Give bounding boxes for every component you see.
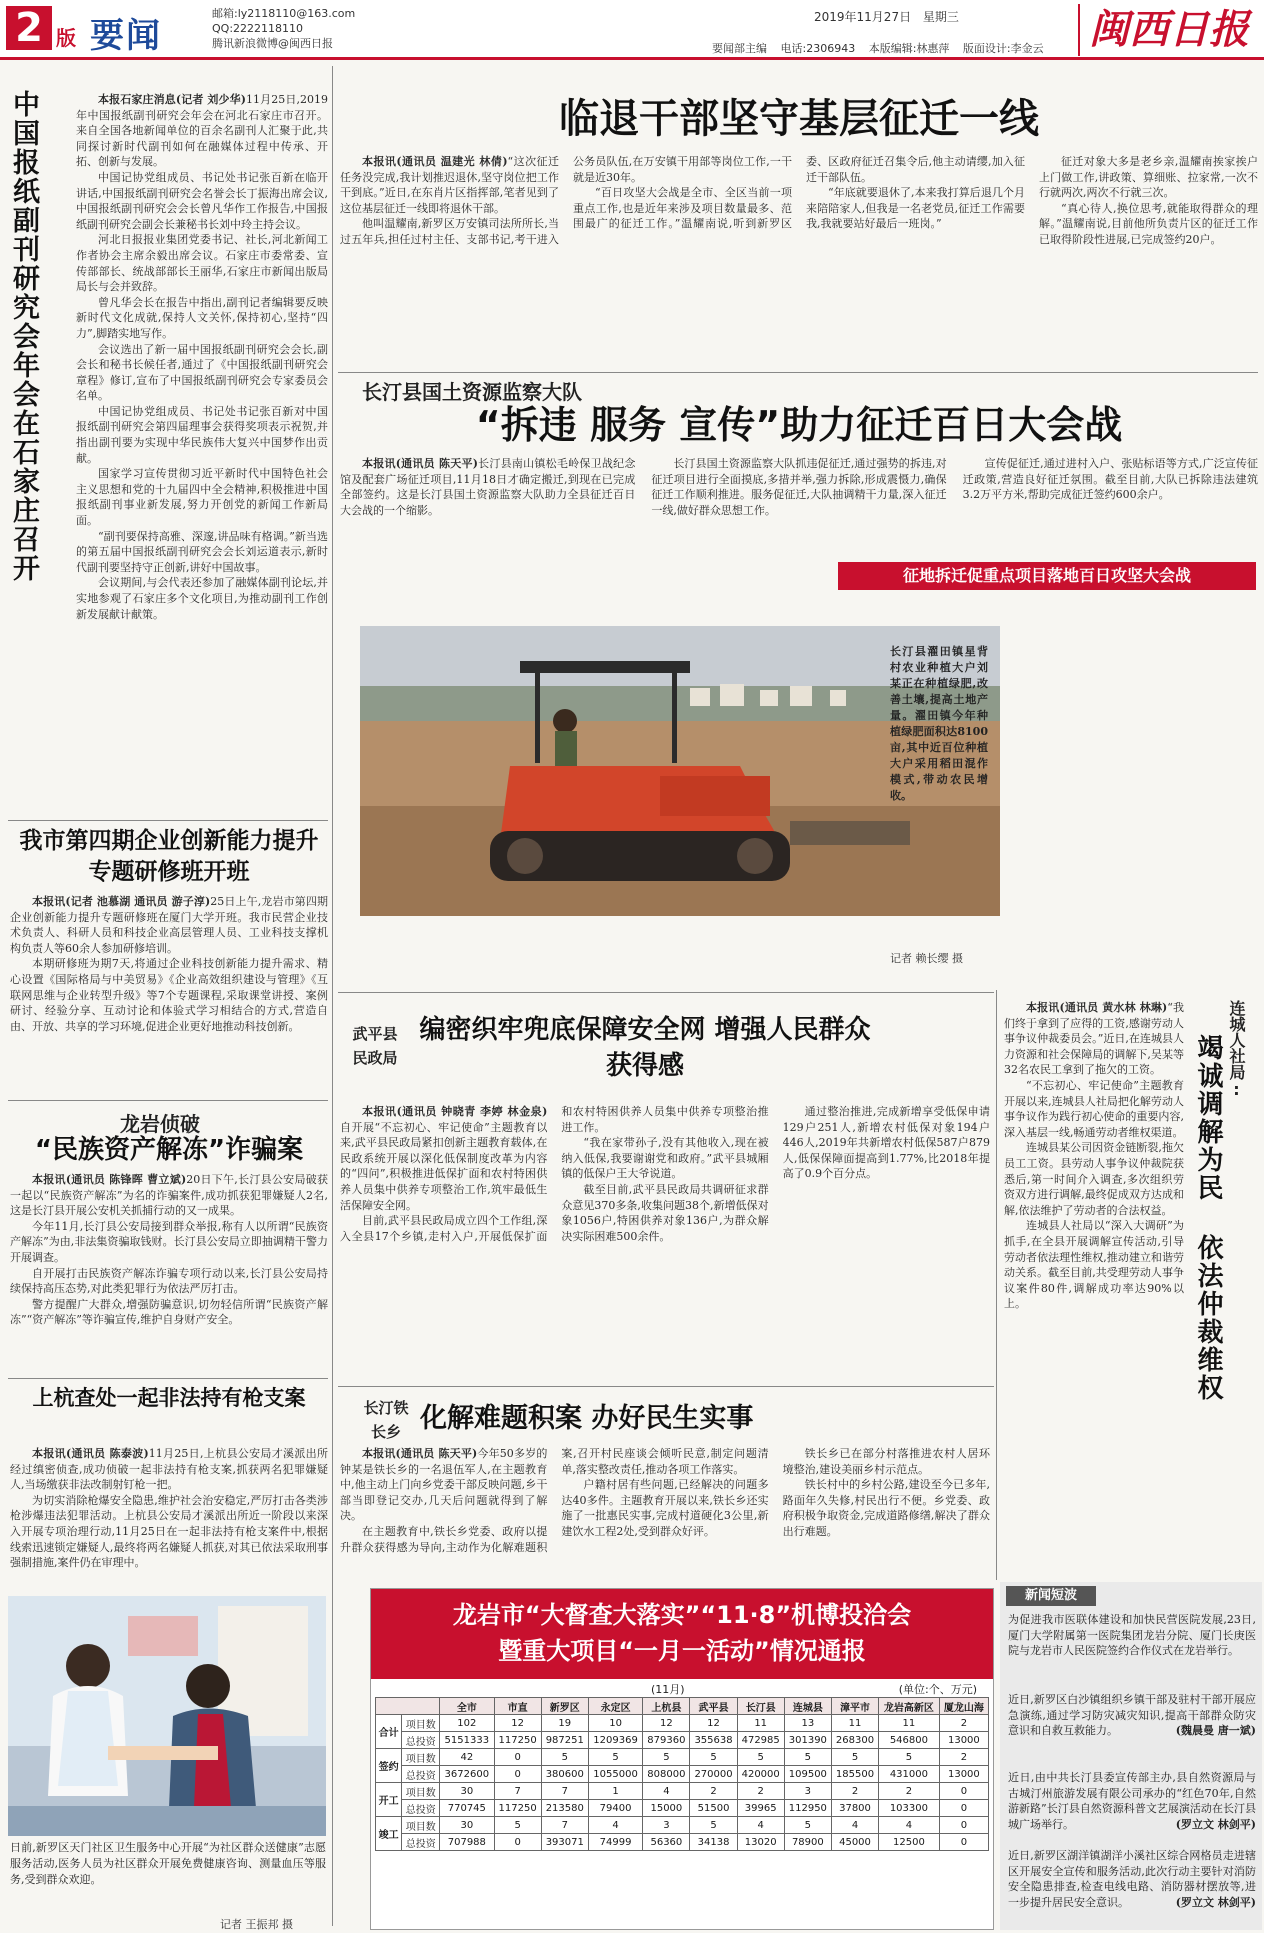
byline: 本报讯(通讯员 陈锋晖 曹立斌) [32, 1173, 187, 1186]
row-label: 项目数 [402, 1715, 440, 1732]
newspaper-logo: 闽西日报 [1078, 4, 1258, 56]
table-header: 龙岩高新区 [879, 1698, 940, 1715]
investment-report [370, 1588, 994, 1930]
table-cell: 808000 [643, 1766, 690, 1783]
table-cell: 30 [440, 1817, 494, 1834]
table-cell: 7 [541, 1783, 588, 1800]
table-cell: 546800 [879, 1732, 940, 1749]
table-header: 上杭县 [643, 1698, 690, 1715]
table-header: 市直 [494, 1698, 541, 1715]
table-cell: 0 [939, 1817, 988, 1834]
paragraph: “真心待人,换位思考,就能取得群众的理解。”温耀南说,目前他所负责片区的征迁工作已取得阶段性进展,已完成签约20户。 [1039, 201, 1258, 246]
article-kicker: 连城人社局: [1227, 1000, 1246, 1099]
table-cell: 12500 [879, 1834, 940, 1851]
paragraph: “不忘初心、牢记使命”主题教育开展以来,连城县人社局把化解劳动人事争议作为践行初心使命的重要内容,深入基层一线,畅通劳动者维权渠道。 [1004, 1078, 1184, 1139]
paragraph: 中国记协党组成员、书记处书记张百新对中国报纸副刊研究会第四届理事会获得奖项表示祝贺,并指出副刊要为实现中华民族伟大复兴中国梦作出贡献。 [76, 404, 328, 465]
paragraph: “年底就要退休了,本来我打算后退几个月来陪陪家人,但我是一名老党员,征迁工作需要我,我就要站好最后一班岗。” [806, 186, 1025, 231]
table-cell: 431000 [879, 1766, 940, 1783]
paragraph: “这次征迁任务没完成,我计划推迟退休,坚守岗位把工作干到底。”近日,在东肖片区指挥部,笔者见到了这位基层征迁一线即将退休干部。 [340, 155, 559, 215]
table-cell: 1055000 [588, 1766, 642, 1783]
table-cell: 5 [737, 1749, 784, 1766]
table-header: 长汀县 [737, 1698, 784, 1715]
table-cell: 10 [588, 1715, 642, 1732]
byline: 本报石家庄消息(记者 刘少华) [98, 93, 246, 106]
paragraph: 宣传促征迁,通过进村入户、张贴标语等方式,广泛宣传征迁政策,营造良好征迁氛围。截至目前,大队已拆除违法建筑3.2万平方米,帮助完成征迁签约600余户。 [962, 457, 1258, 502]
article-unit: 武平县民政局 [352, 1025, 398, 1067]
news-text: 近日,新罗区白沙镇组织乡镇干部及驻村干部开展应急演练,通过学习防灾减灾知识,提高干部群众防灾意识和自救互救能力。 [1008, 1693, 1256, 1738]
table-cell: 13020 [737, 1834, 784, 1851]
table-cell: 0 [939, 1783, 988, 1800]
report-table [375, 1697, 989, 1851]
paragraph: 河北日报报业集团党委书记、社长,河北新闻工作者协会主席余毅出席会议。石家庄市委常委、宣传部部长、统战部部长王丽华,石家庄市新闻出版局局长与会并致辞。 [76, 233, 328, 294]
paragraph: 20日下午,长汀县公安局破获一起以“民族资产解冻”为名的诈骗案件,成功抓获犯罪嫌疑人2名,这是长汀县开展公安机关抓捕行动的又一成果。 [10, 1173, 328, 1218]
table-cell: 5 [879, 1749, 940, 1766]
table-header: 全市 [440, 1698, 494, 1715]
paragraph: 他叫温耀南,新罗区万安镇司法所所长,当过五年兵,担任过村主任、支部书记,考干进入公务员队伍,在万安镇干用部等岗位工作,一干就是近30年。 [340, 155, 792, 246]
table-cell: 12 [690, 1715, 737, 1732]
article-headline: 临退干部坚守基层征迁一线 [559, 96, 1039, 142]
article-kicker: 长汀县国土资源监察大队 [362, 380, 582, 404]
row-label: 项目数 [402, 1817, 440, 1834]
table-cell: 109500 [784, 1766, 831, 1783]
date-text: 2019年11月27日 [814, 10, 912, 24]
byline: 本报讯(通讯员 陈天平) [362, 1447, 478, 1460]
row-label: 总投资 [402, 1834, 440, 1851]
news-source: (魏晨曼 唐一斌) [1175, 1724, 1256, 1738]
paragraph: 会议期间,与会代表还参加了融媒体副刊论坛,并实地参观了石家庄多个文化项目,为推动副刊工作创新发展献计献策。 [76, 576, 328, 621]
weibo-text: 腾讯新浪微博@闽西日报 [212, 37, 333, 50]
table-row [376, 1800, 989, 1817]
table-cell: 3 [784, 1783, 831, 1800]
section-divider [338, 1386, 994, 1387]
byline: 本报讯(通讯员 温建光 林倩) [362, 155, 508, 168]
table-cell: 74999 [588, 1834, 642, 1851]
paragraph: 通过整治推进,完成新增享受低保申请129户251人,新增农村低保对象194户446人,2019年共新增农村低保587户879人,低保保障面提高到1.77%,比2018年提高了0.9个百分点。 [782, 1105, 990, 1181]
table-cell: 707988 [440, 1834, 494, 1851]
table-header: 连城县 [784, 1698, 831, 1715]
paragraph: “百日攻坚大会战是全市、全区当前一项重点工作,也是近年来涉及项目数量最多、范围最广的征迁工作。”温耀南说,听到新罗区委、区政府征迁召集令后,他主动请缨,加入征迁干部队伍。 [573, 155, 1025, 231]
news-item [1008, 1848, 1256, 1926]
table-header: 武平县 [690, 1698, 737, 1715]
qq-text: QQ:2222118110 [212, 22, 304, 35]
paragraph: 11月25日,上杭县公安局才溪派出所经过缜密侦查,成功侦破一起非法持有枪支案,抓获两名犯罪嫌疑人,当场缴获非法改制射钉枪一把。 [10, 1447, 328, 1492]
table-cell: 4 [588, 1817, 642, 1834]
table-cell: 1 [588, 1783, 642, 1800]
report-title [371, 1589, 993, 1679]
article-headline: “拆违 服务 宣传”助力征迁百日大会战 [475, 403, 1123, 447]
section-divider [338, 372, 1258, 373]
table-cell: 117250 [494, 1732, 541, 1749]
table-cell: 5 [588, 1749, 642, 1766]
table-cell: 45000 [831, 1834, 878, 1851]
table-cell: 0 [939, 1834, 988, 1851]
table-cell: 78900 [784, 1834, 831, 1851]
news-text: 近日,新罗区湖洋镇湖洋小溪社区综合网格员走进辖区开展安全宣传和服务活动,此次行动主要针对消防安全隐患排查,检查电线电路、消防器材摆放等,进一步提升居民安全意识。 [1008, 1849, 1256, 1909]
row-group: 合计 [376, 1715, 402, 1749]
photo-credit: 记者 王振邦 摄 [220, 1918, 293, 1931]
table-cell: 5 [690, 1749, 737, 1766]
table-row [376, 1732, 989, 1749]
news-item [1008, 1770, 1256, 1846]
table-cell: 11 [831, 1715, 878, 1732]
row-label: 项目数 [402, 1749, 440, 1766]
table-cell: 79400 [588, 1800, 642, 1817]
column-divider [996, 990, 997, 1580]
paragraph: 警方提醒广大群众,增强防骗意识,切勿轻信所谓“民族资产解冻”“资产解冻”等诈骗宣传,维护自身财产安全。 [10, 1297, 328, 1327]
table-cell: 380600 [541, 1766, 588, 1783]
paragraph: 长汀县国土资源监察大队抓违促征迁,通过强势的拆违,对征迁项目进行全面摸底,多措并举,强力拆除,形成震慑力,确保征迁工作顺利推进。服务促征迁,大队抽调精干力量,深入征迁一线,做好群众思想工作。 [651, 457, 947, 517]
article-body [10, 1172, 328, 1372]
news-item [1008, 1692, 1256, 1768]
paragraph: 今年50多岁的钟某是铁长乡的一名退伍军人,在主题教育中,他主动上门向乡党委干部反映问题,乡干部当即登记交办,几天后问题就得到了解决。 [340, 1447, 548, 1523]
table-cell: 879360 [643, 1732, 690, 1749]
table-cell: 34138 [690, 1834, 737, 1851]
table-cell: 4 [831, 1817, 878, 1834]
news-brief-title: 新闻短波 [1006, 1586, 1096, 1606]
article-kicker: 龙岩侦破 [120, 1112, 200, 1136]
table-cell: 3672600 [440, 1766, 494, 1783]
row-label: 总投资 [402, 1766, 440, 1783]
table-cell: 0 [494, 1834, 541, 1851]
table-cell: 103300 [879, 1800, 940, 1817]
table-cell: 56360 [643, 1834, 690, 1851]
report-title-line2: 暨重大项目“一月一活动”情况通报 [498, 1637, 866, 1665]
table-row [376, 1834, 989, 1851]
table-cell: 7 [541, 1817, 588, 1834]
byline: 本报讯(记者 池慕湖 通讯员 游子淳) [32, 895, 211, 908]
section-divider [8, 1100, 328, 1101]
byline: 本报讯(通讯员 钟晓青 李婷 林金泉) [362, 1105, 548, 1118]
table-cell: 117250 [494, 1800, 541, 1817]
article-body [340, 1104, 990, 1376]
news-source: (罗立文 林剑平) [1175, 1895, 1256, 1909]
table-cell: 5 [690, 1817, 737, 1834]
table-header: 新罗区 [541, 1698, 588, 1715]
table-cell: 5151333 [440, 1732, 494, 1749]
article-headline: 我市第四期企业创新能力提升专题研修班开班 [19, 828, 319, 885]
page-unit: 版 [56, 26, 76, 50]
paragraph: 自开展打击民族资产解冻诈骗专项行动以来,长汀县公安局持续保持高压态势,对此类犯罪行为依法严厉打击。 [10, 1266, 328, 1296]
table-cell: 37800 [831, 1800, 878, 1817]
news-text: 为促进我市医联体建设和加快民营医院发展,23日,厦门大学附属第一医院集团龙岩分院、厦门长庚医院与龙岩市人民医院签约合作仪式在龙岩举行。 [1008, 1613, 1256, 1658]
paragraph: 25日上午,龙岩市第四期企业创新能力提升专题研修班在厦门大学开班。我市民营企业技术负责人、科研人员和科技企业高层管理人员、工业科技支撑机构负责人等60余人参加研修培训。 [10, 895, 328, 955]
table-cell: 5 [541, 1749, 588, 1766]
article-headline: 竭诚调解为民 依法仲裁维权 [1193, 1034, 1223, 1402]
paragraph: 在主题教育中,铁长乡党委、政府以提升群众获得感为导向,主动作为化解难题积案,召开村民座谈会倾听民意,制定问题清单,落实整改责任,推动各项工作落实。 [340, 1447, 769, 1554]
page-number: 2 [6, 6, 52, 50]
table-cell: 987251 [541, 1732, 588, 1749]
paragraph: “我们终于拿到了应得的工资,感谢劳动人事争议仲裁委员会。”近日,在连城县人力资源和社会保障局的调解下,吴某等32名农民工拿到了拖欠的工资。 [1004, 1001, 1184, 1077]
table-row [376, 1715, 989, 1732]
section-divider [338, 992, 994, 993]
duty-editor: 本版编辑:林惠萍 [868, 42, 950, 55]
article-headline: 化解难题积案 办好民生实事 [420, 1403, 754, 1434]
table-cell: 30 [440, 1783, 494, 1800]
paragraph: “我在家带孙子,没有其他收入,现在被纳入低保,我要谢谢党和政府。”武平县城厢镇的低保户王大爷说道。 [561, 1136, 769, 1181]
byline: 本报讯(通讯员 陈泰波) [32, 1447, 149, 1460]
paragraph: 征迁对象大多是老乡亲,温耀南挨家挨户上门做工作,讲政策、算细账、拉家常,一次不行就两次,两次不行就三次。 [1039, 155, 1258, 200]
table-cell: 4 [737, 1817, 784, 1834]
paragraph: 户籍村居有些问题,已经解决的问题多达40多件。主题教育开展以来,铁长乡还实施了一批惠民实事,完成村道硬化3公里,新建饮水工程2处,受到群众好评。 [561, 1478, 769, 1538]
table-cell: 13000 [939, 1766, 988, 1783]
table-cell: 15000 [643, 1800, 690, 1817]
table-cell: 770745 [440, 1800, 494, 1817]
nurse-photo-image [8, 1596, 326, 1836]
paragraph: 铁长村中的乡村公路,建设至今已多年,路面年久失修,村民出行不便。乡党委、政府积极争取资金,完成道路修缮,解决了群众出行难题。 [782, 1478, 990, 1538]
email-text: 邮箱:ly2118110@163.com [212, 7, 356, 20]
article-body [340, 1446, 990, 1582]
table-cell: 19 [541, 1715, 588, 1732]
table-cell: 420000 [737, 1766, 784, 1783]
contact-info [212, 6, 355, 51]
table-cell: 12 [643, 1715, 690, 1732]
news-brief [1000, 1582, 1262, 1930]
row-group: 竣工 [376, 1817, 402, 1851]
paragraph: 本期研修班为期7天,将通过企业科技创新能力提升需求、精心设置《国际格局与中美贸易》《企业高效组织建设与管理》《互联网思维与企业转型升级》等7个专题课程,采取课堂讲授、案例研讨、经验分享、互动讨论和体验式学习相结合的方式,营造自由、开放、共享的学习环境,促进企业更好地推动科技创新。 [10, 957, 328, 1033]
table-cell: 112950 [784, 1800, 831, 1817]
paragraph: 连城县某公司因资金链断裂,拖欠员工工资。县劳动人事争议仲裁院获悉后,第一时间介入调查,多次组织劳资双方进行调解,最终促成双方达成和解,依法维护了劳动者的合法权益。 [1004, 1141, 1184, 1217]
table-cell: 13000 [939, 1732, 988, 1749]
row-label: 总投资 [402, 1800, 440, 1817]
table-cell: 11 [879, 1715, 940, 1732]
table-cell: 4 [879, 1817, 940, 1834]
article-headline: 上杭查处一起非法持有枪支案 [32, 1386, 306, 1410]
paragraph: 铁长乡已在部分村落推进农村人居环境整治,建设美丽乡村示范点。 [782, 1447, 990, 1476]
staff-line [712, 40, 1054, 56]
campaign-banner: 征地拆迁促重点项目落地百日攻坚大会战 [838, 562, 1256, 590]
article-headline: 编密织牢兜底保障安全网 增强人民群众获得感 [419, 1015, 871, 1081]
table-cell: 268300 [831, 1732, 878, 1749]
paragraph: 长汀县南山镇松毛岭保卫战纪念馆及配套广场征迁项目,11月18日才确定搬迁,到现在已完成全部签约。这是长汀县国土资源监察大队助力全县征迁百日大会战的一个缩影。 [340, 457, 636, 517]
table-cell: 5 [831, 1749, 878, 1766]
article-body [340, 456, 1258, 564]
table-header: 厦龙山海 [939, 1698, 988, 1715]
phone-text: 电话:2306943 [780, 42, 856, 55]
row-group: 开工 [376, 1783, 402, 1817]
paragraph: 连城县人社局以“深入大调研”为抓手,在全县开展调解宣传活动,引导劳动者依法理性维权,推动建立和谐劳动关系。截至目前,共受理劳动人事争议案件80件,调解成功率达90%以上。 [1004, 1219, 1184, 1311]
photo-caption: 长汀县濯田镇星背村农业种植大户刘某正在种植绿肥,改善土壤,提高土地产量。濯田镇今年种植绿肥面积达8100亩,其中近百位种植大户采用稻田混作模式,带动农民增收。 [890, 645, 988, 802]
table-cell: 4 [643, 1783, 690, 1800]
column-divider [332, 66, 333, 1926]
article-body [10, 894, 328, 1094]
article-body [1004, 1000, 1184, 1576]
table-cell: 301390 [784, 1732, 831, 1749]
news-source: (罗立文 林剑平) [1175, 1817, 1256, 1831]
article-unit: 长汀铁长乡 [363, 1399, 409, 1441]
row-group: 签约 [376, 1749, 402, 1783]
news-item [1008, 1612, 1256, 1690]
table-cell: 1209369 [588, 1732, 642, 1749]
paragraph: 目前,武平县民政局成立四个工作组,深入全县17个乡镇,走村入户,开展低保扩面和农村特困供养人员集中供养专项整治推进工作。 [340, 1105, 769, 1243]
table-cell: 13 [784, 1715, 831, 1732]
table-cell: 472985 [737, 1732, 784, 1749]
masthead [0, 0, 1264, 60]
paragraph: 今年11月,长汀县公安局接到群众举报,称有人以所谓“民族资产解冻”为由,非法集资骗取钱财。长汀县公安局立即抽调精干警力开展调查。 [10, 1219, 328, 1264]
table-cell: 2 [939, 1715, 988, 1732]
table-row [376, 1749, 989, 1766]
table-cell: 213580 [541, 1800, 588, 1817]
table-cell: 5 [643, 1749, 690, 1766]
section-divider [8, 820, 328, 821]
row-label: 项目数 [402, 1783, 440, 1800]
table-cell: 42 [440, 1749, 494, 1766]
byline: 本报讯(通讯员 陈天平) [362, 457, 478, 470]
table-cell: 102 [440, 1715, 494, 1732]
paragraph: 为切实消除枪爆安全隐患,维护社会治安稳定,严厉打击各类涉枪涉爆违法犯罪活动。上杭县公安局才溪派出所近一阶段以来深入开展专项治理行动,11月25日在一起非法持有枪支案件中,根据线索迅速锁定嫌疑人,最终将两名嫌疑人抓获,对其已依法采取刑事强制措施,案件仍在审理中。 [10, 1493, 328, 1570]
table-row [376, 1817, 989, 1834]
report-month: (11月) [651, 1683, 685, 1696]
table-cell: 2 [690, 1783, 737, 1800]
table-cell: 51500 [690, 1800, 737, 1817]
photo-caption: 日前,新罗区天门社区卫生服务中心开展“为社区群众送健康”志愿服务活动,医务人员为社区群众开展免费健康咨询、测量血压等服务,受到群众欢迎。 [10, 1841, 326, 1886]
designer: 版面设计:李金云 [962, 42, 1044, 55]
table-cell: 185500 [831, 1766, 878, 1783]
table-cell: 5 [494, 1817, 541, 1834]
table-header: 漳平市 [831, 1698, 878, 1715]
table-cell: 0 [494, 1766, 541, 1783]
table-cell: 2 [939, 1749, 988, 1766]
table-cell: 355638 [690, 1732, 737, 1749]
issue-date [814, 8, 967, 25]
report-unit: (单位:个、万元) [898, 1683, 977, 1696]
table-cell: 7 [494, 1783, 541, 1800]
article-body [10, 1446, 328, 1588]
paragraph: 会议选出了新一届中国报纸副刊研究会会长,副会长和秘书长候任者,通过了《中国报纸副刊研究会章程》修订,宣布了中国报纸副刊研究会专家委员会名单。 [76, 342, 328, 403]
table-row [376, 1766, 989, 1783]
paragraph: 截至目前,武平县民政局共调研征求群众意见370多条,收集问题38个,新增低保对象1056户,特困供养对象136户,为群众解决实际困难500余件。 [561, 1182, 769, 1243]
table-cell: 5 [784, 1749, 831, 1766]
table-cell: 2 [831, 1783, 878, 1800]
nurse-photo [8, 1596, 326, 1836]
row-label: 总投资 [402, 1732, 440, 1749]
table-header [376, 1698, 440, 1715]
table-cell: 2 [737, 1783, 784, 1800]
section-title: 要闻 [90, 16, 162, 56]
table-cell: 270000 [690, 1766, 737, 1783]
table-row [376, 1783, 989, 1800]
table-cell: 12 [494, 1715, 541, 1732]
byline: 本报讯(通讯员 黄水林 林琳) [1026, 1001, 1168, 1014]
article-body [76, 92, 328, 812]
paragraph: 曾凡华会长在报告中指出,副刊记者编辑要反映新时代文化成就,保持人文关怀,保持初心,坚持“四力”,脚踏实地写作。 [76, 295, 328, 340]
paragraph: 自开展“不忘初心、牢记使命”主题教育以来,武平县民政局紧扣创新主题教育载体,在民政系统开展以深化低保制度改革为内容的“四问”,积极推进低保扩面和农村特困供养人员集中供养专项整治工作,筑牢最低生活保障安全网。 [340, 1120, 548, 1212]
table-cell: 39965 [737, 1800, 784, 1817]
paragraph: 11月25日,2019年中国报纸副刊研究会年会在河北石家庄市召开。来自全国各地新闻单位的百余名副刊人汇聚于此,共同探讨新时代副刊如何在融媒体过程中传承、开拓、创新与发展。 [76, 93, 328, 169]
table-cell: 393071 [541, 1834, 588, 1851]
paragraph: 国家学习宣传贯彻习近平新时代中国特色社会主义思想和党的十九届四中全会精神,积极推进中国报纸副刊事业新发展,努力开创党的新闻工作新局面。 [76, 467, 328, 528]
section-divider [8, 1378, 328, 1379]
table-cell: 0 [494, 1749, 541, 1766]
paragraph: “副刊要保持高雅、深邃,讲品味有格调。”新当选的第五届中国报纸副刊研究会会长刘运道表示,新时代副刊要坚持守正创新,讲好中国故事。 [76, 529, 328, 574]
article-headline: 中国报纸副刊研究会年会在石家庄召开 [8, 90, 39, 583]
news-text: 近日,由中共长汀县委宣传部主办,县自然资源局与古城汀州旅游发展有限公司承办的“红色70年,自然游新路”长汀县自然资源科普文艺展演活动在长汀县城广场举行。 [1008, 1771, 1256, 1831]
table-cell: 0 [939, 1800, 988, 1817]
article-headline: “民族资产解冻”诈骗案 [34, 1135, 304, 1165]
article-body [340, 154, 1258, 364]
paragraph: 中国记协党组成员、书记处书记张百新在临开讲话,中国报纸副刊研究会名誉会长丁振海出席会议,中国报纸副刊研究会会长曾凡华作工作报告,中国报纸副刊研究会副会长兼秘书长刘中玲主持会议。 [76, 170, 328, 231]
table-cell: 5 [784, 1817, 831, 1834]
table-cell: 2 [879, 1783, 940, 1800]
table-cell: 11 [737, 1715, 784, 1732]
editor-dept: 要闻部主编 [712, 42, 767, 55]
table-header-row [376, 1698, 989, 1715]
table-header: 永定区 [588, 1698, 642, 1715]
report-title-line1: 龙岩市“大督查大落实”“11·8”机博投洽会 [452, 1601, 912, 1629]
table-cell: 3 [643, 1817, 690, 1834]
photo-credit: 记者 赖长缨 摄 [890, 952, 963, 965]
weekday-text: 星期三 [922, 10, 959, 24]
